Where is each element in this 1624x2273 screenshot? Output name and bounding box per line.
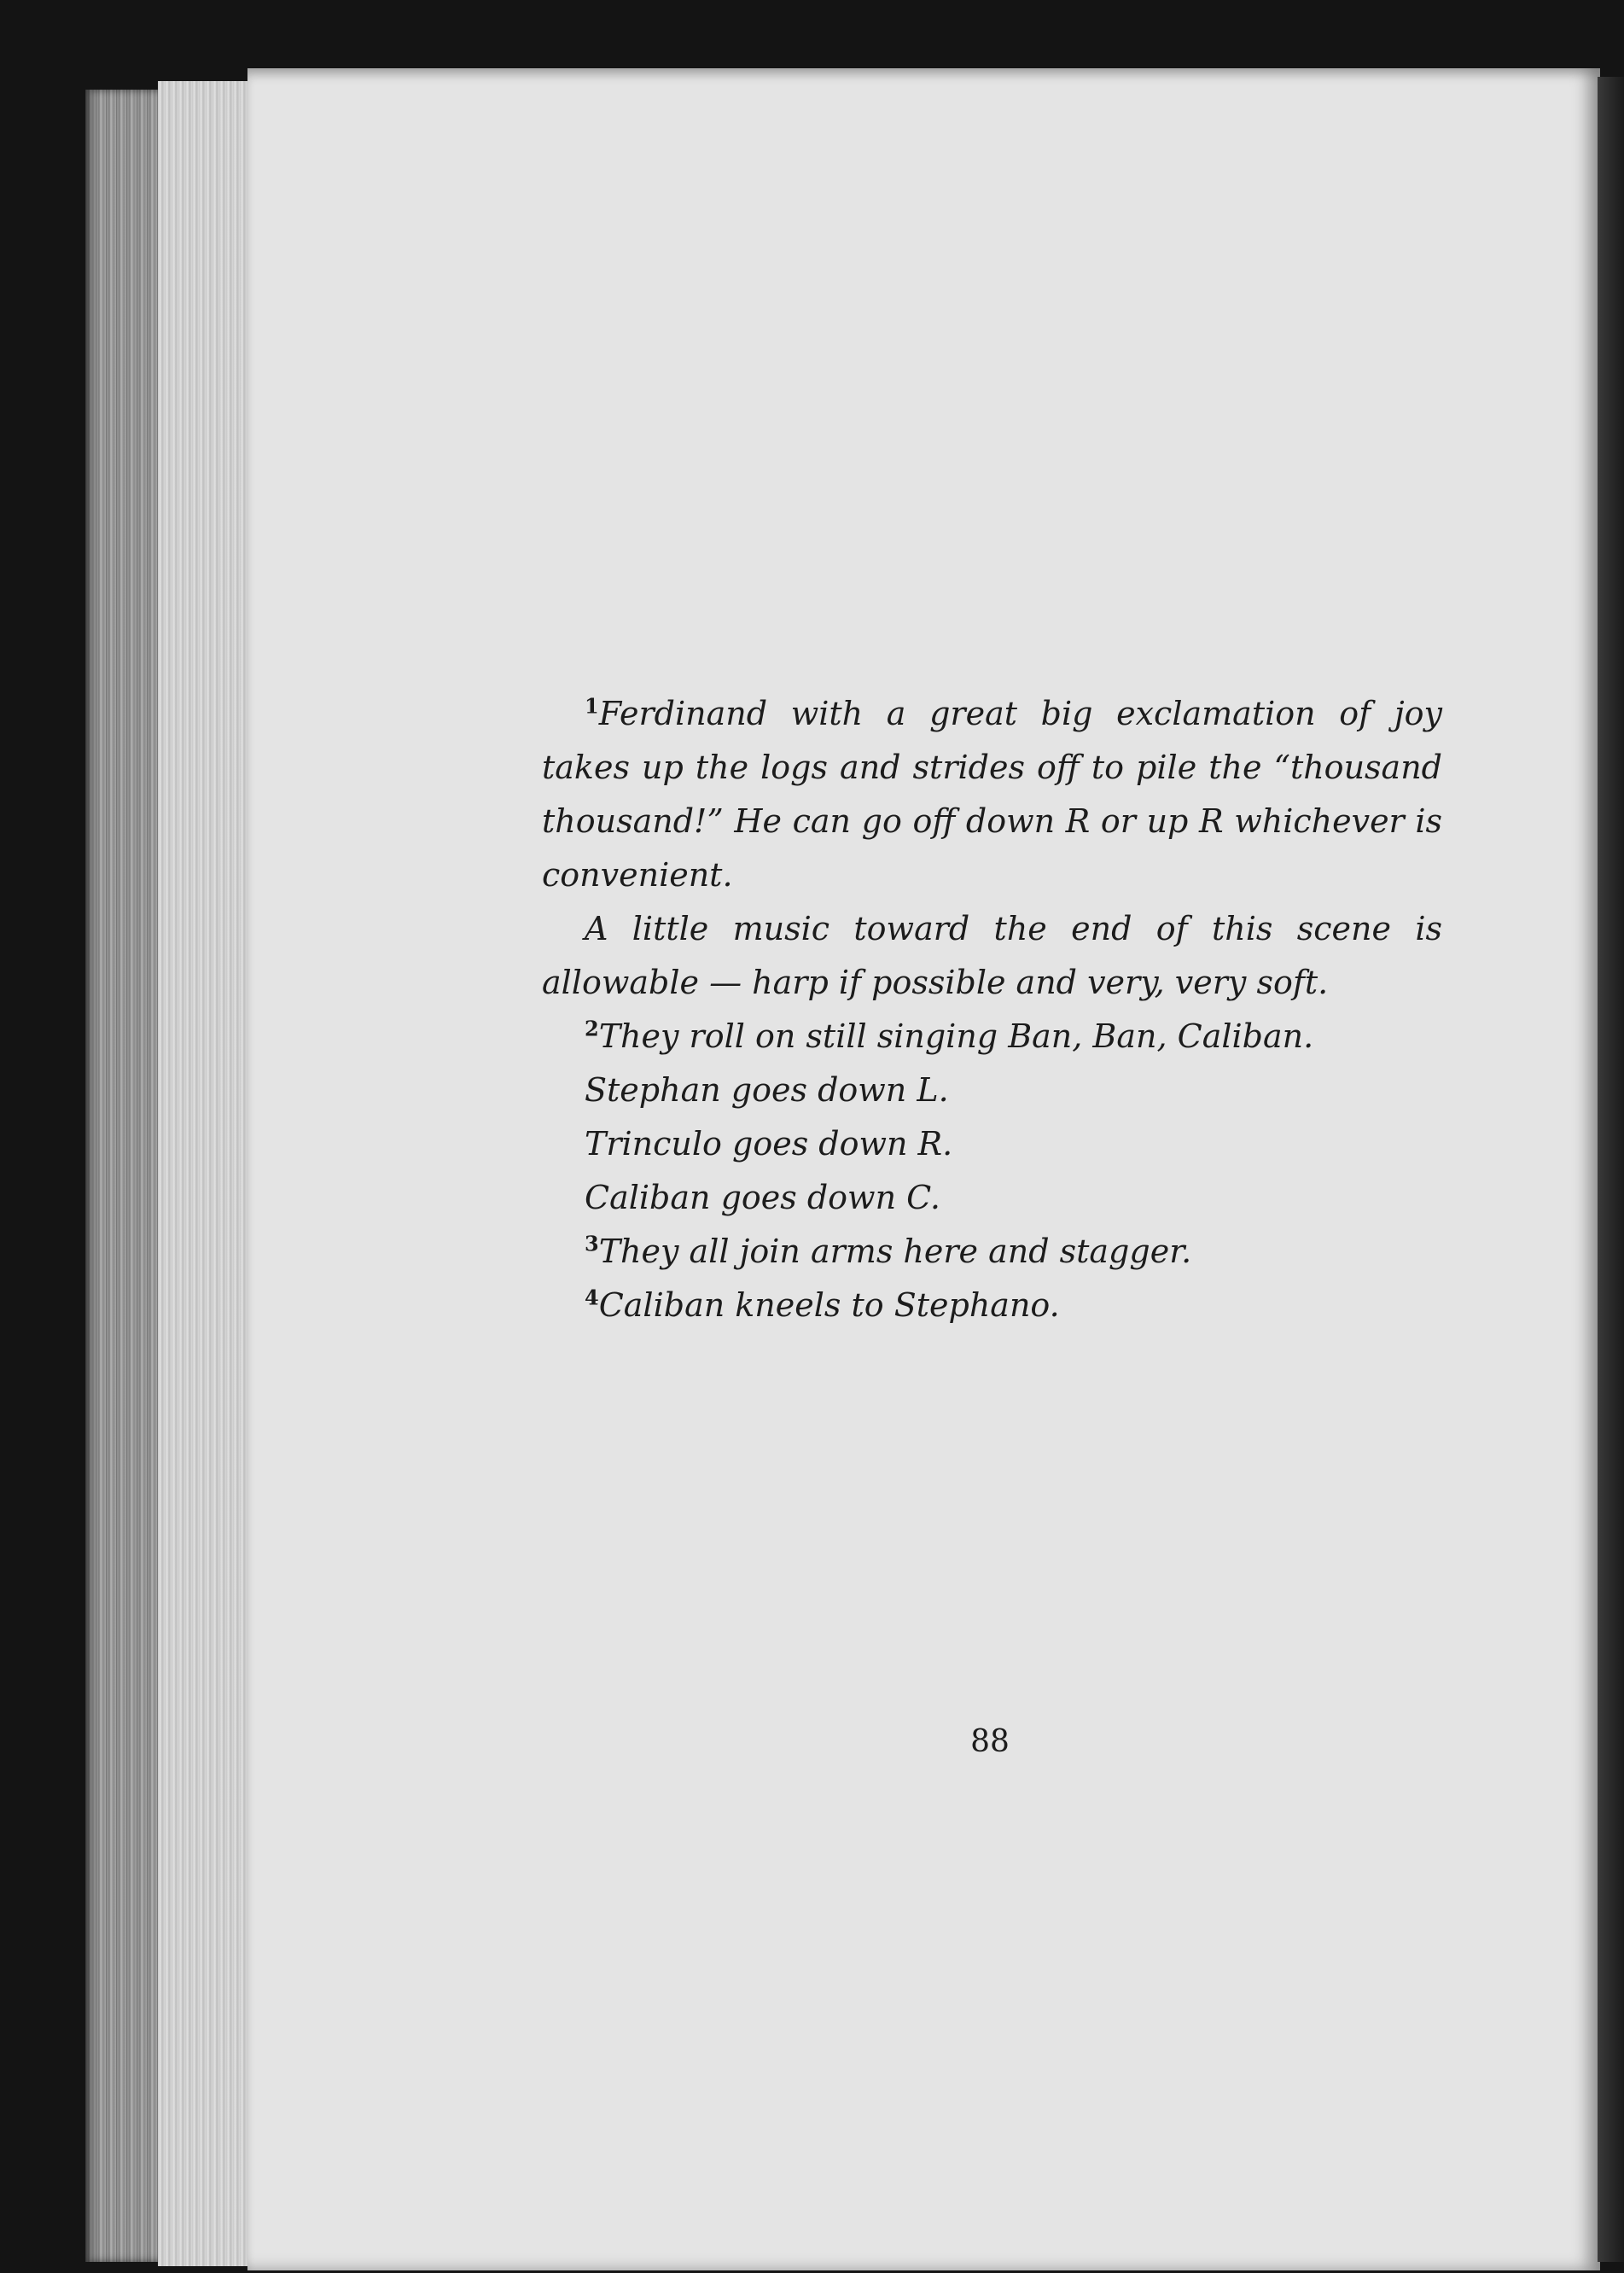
footnote-text: They roll on still singing Ban, Ban, Caliban. <box>598 1017 1314 1055</box>
stage-direction: Trinculo goes down R. <box>585 1125 953 1163</box>
footnote-marker: 2 <box>585 1016 599 1041</box>
footnote-2 <box>542 1010 1442 1064</box>
footnote-marker: 1 <box>585 693 599 719</box>
footnote-3 <box>542 1225 1442 1279</box>
footnote-text: They all join arms here and stagger. <box>598 1233 1192 1270</box>
footnote-marker: 3 <box>585 1231 599 1256</box>
page-number: 88 <box>970 1724 1010 1759</box>
footnote-1 <box>542 687 1442 902</box>
footnote-text: Ferdinand with a great big exclamation of joy takes up the logs and strides off to pile the “thousand thousand!” He can go off down R or up R whichever is convenient. <box>542 695 1442 894</box>
stage-direction: Stephan goes down L. <box>585 1071 949 1109</box>
footnotes-block <box>542 687 1442 1332</box>
page-right-shadow <box>1598 77 1624 2262</box>
page-edges-stack <box>158 81 252 2266</box>
footnote-marker: 4 <box>585 1285 599 1310</box>
stage-direction: Caliban goes down C. <box>585 1179 940 1216</box>
footnote-4 <box>542 1279 1442 1332</box>
music-note: A little music toward the end of this scene is allowable — harp if possible and very, very soft. <box>542 910 1442 1001</box>
footnote-text: Caliban kneels to Stephano. <box>598 1286 1060 1324</box>
